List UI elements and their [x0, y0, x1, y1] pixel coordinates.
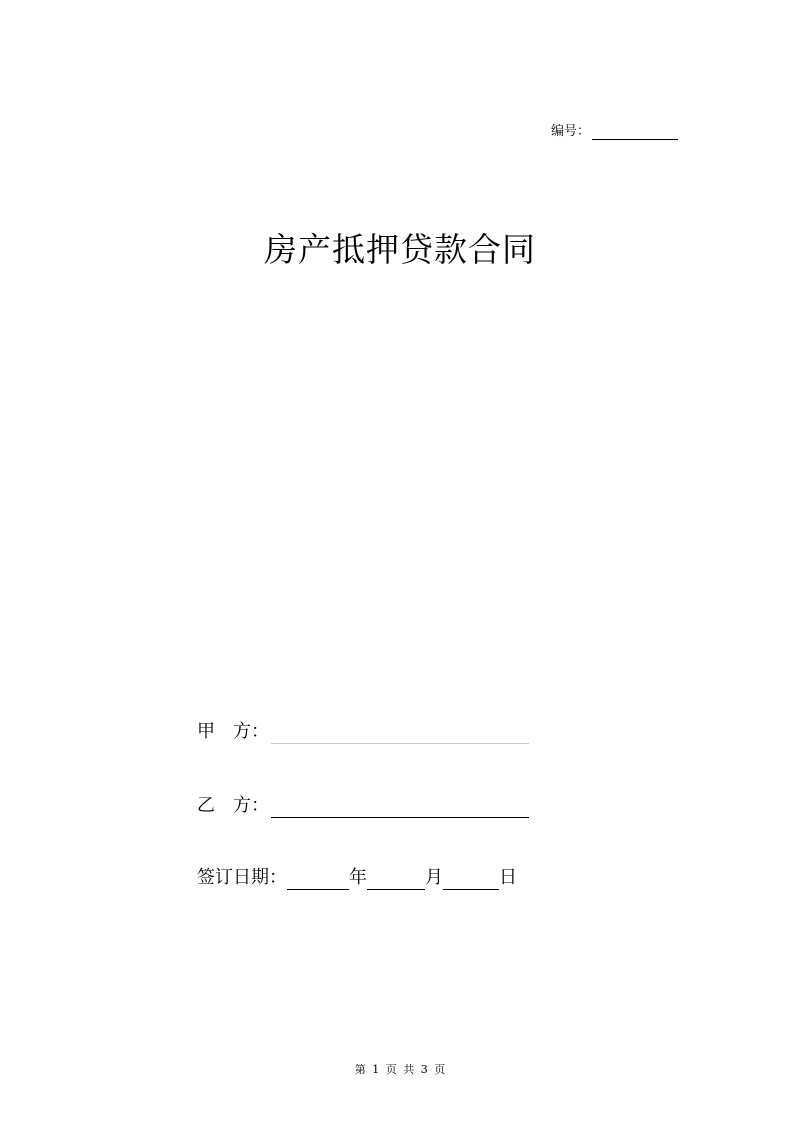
- document-title: 房产抵押贷款合同: [264, 230, 536, 269]
- party-a-label: 甲 方：: [197, 721, 269, 742]
- signing-year-unit: 年: [349, 867, 367, 888]
- party-b-field: [197, 794, 529, 818]
- signing-date-label: 签订日期：: [197, 867, 287, 888]
- signing-month-unit: 月: [425, 867, 443, 888]
- serial-number-field: [551, 124, 678, 140]
- party-b-blank[interactable]: [271, 798, 529, 818]
- party-a-field: [197, 720, 529, 744]
- party-a-blank[interactable]: [271, 724, 529, 744]
- signing-year-blank[interactable]: [287, 870, 349, 890]
- signing-day-unit: 日: [499, 867, 517, 888]
- signing-day-blank[interactable]: [443, 870, 499, 890]
- serial-number-label: 编号：: [551, 124, 591, 139]
- signing-date-field: [197, 866, 517, 890]
- serial-number-blank[interactable]: [592, 126, 678, 140]
- page-indicator: 第 1 页 共 3 页: [354, 1063, 446, 1076]
- signing-month-blank[interactable]: [367, 870, 425, 890]
- party-b-label: 乙 方：: [197, 795, 269, 816]
